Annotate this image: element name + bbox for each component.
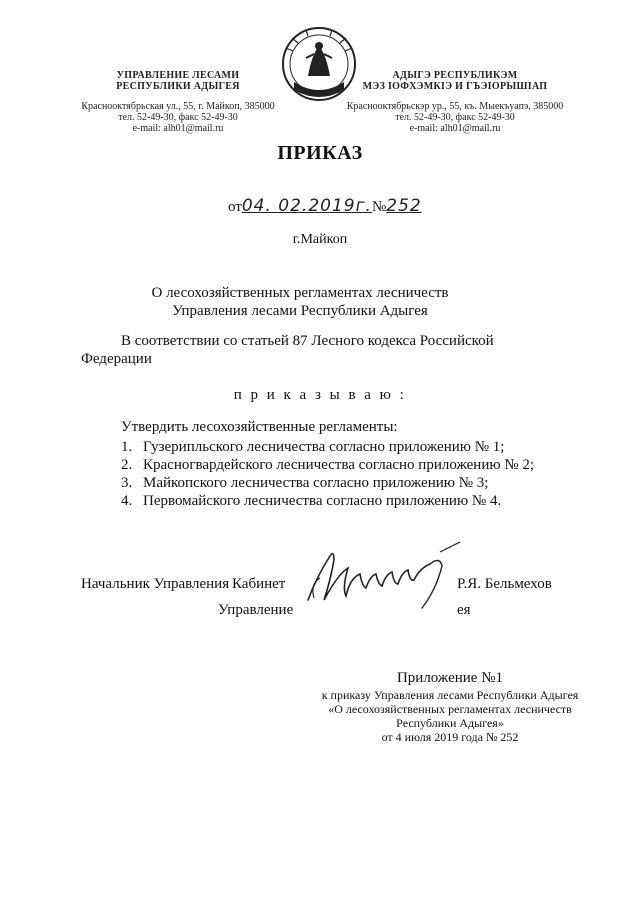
appendix-line-3: Республики Адыгея» — [396, 716, 504, 730]
appendix-block — [300, 668, 600, 744]
number-prefix: № — [371, 199, 387, 215]
list-item: 2. Красногвардейского лесничества согласно приложению № 2; — [121, 457, 535, 473]
signer-name: Р.Я. Бельмехов — [457, 576, 552, 592]
org-address-ru: Краснооктябрьская ул., 55, г. Майкоп, 385000 — [81, 101, 275, 112]
org-address-ady: Краснооктябрьскэр ур., 55, къ. Мыекъуапэ, 385000 — [346, 101, 564, 112]
handwritten-signature — [290, 538, 465, 618]
stamp-fragment-3: ея — [457, 602, 471, 618]
org-name-ady-line2: МЭЗ ІОФХЭМКІЭ И ГЪЭІОРЫШІАП — [362, 81, 548, 92]
subject-line-2: Управления лесами Республики Адыгея — [172, 303, 428, 319]
org-phone-ady: тел. 52-49-30, факс 52-49-30 — [395, 112, 515, 123]
subject-line-1: О лесохозяйственных регламентах лесничеств — [151, 285, 449, 301]
org-email-ru: e-mail: alh01@mail.ru — [132, 123, 224, 134]
order-subject — [140, 284, 460, 320]
appendix-title: Приложение №1 — [396, 670, 504, 686]
appendix-line-1: к приказу Управления лесами Республики Адыгея — [321, 688, 579, 702]
handwritten-number: 252 — [386, 196, 422, 216]
city: г.Майкоп — [292, 232, 348, 247]
list-item: 4. Первомайского лесничества согласно приложению № 4. — [121, 493, 502, 509]
date-prefix: от — [228, 199, 242, 215]
stamp-fragment-2: Управление — [218, 602, 294, 618]
org-name-ru-line2: РЕСПУБЛИКИ АДЫГЕЯ — [116, 81, 240, 92]
order-word: п р и к а з ы в а ю : — [233, 387, 407, 403]
list-item: 1. Гузерипльского лесничества согласно приложению № 1; — [121, 439, 505, 455]
handwritten-date: 04. 02.2019г. — [241, 196, 372, 216]
appendix-line-2: «О лесохозяйственных регламентах лесничеств — [328, 702, 572, 716]
header-right-block — [345, 70, 565, 134]
header-left-block — [78, 70, 278, 134]
org-phone-ru: тел. 52-49-30, факс 52-49-30 — [118, 112, 238, 123]
stamp-fragment-1: Кабинет — [232, 576, 286, 592]
appendix-line-4: от 4 июля 2019 года № 252 — [381, 730, 519, 744]
list-intro: Утвердить лесохозяйственные регламенты: — [121, 419, 398, 435]
org-name-ru-line1: УПРАВЛЕНИЕ ЛЕСАМИ — [116, 70, 240, 81]
order-date-number — [228, 196, 422, 216]
signer-position: Начальник Управления — [81, 576, 230, 592]
org-email-ady: e-mail: alh01@mail.ru — [409, 123, 501, 134]
regulations-list — [121, 438, 534, 510]
document-title: ПРИКАЗ — [277, 142, 363, 164]
preamble-paragraph: В соответствии со статьей 87 Лесного кодекса Российской Федерации — [81, 333, 494, 367]
list-item: 3. Майкопского лесничества согласно приложению № 3; — [121, 475, 489, 491]
org-name-ady-line1: АДЫГЭ РЕСПУБЛИКЭМ — [392, 70, 518, 81]
